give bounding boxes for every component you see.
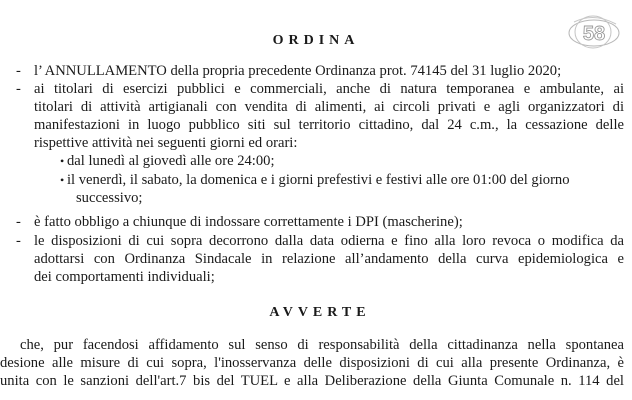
ordina-heading: ORDINA <box>272 33 360 48</box>
dash-marker: - <box>16 214 21 230</box>
logo-text: 58 <box>582 23 606 45</box>
dash-marker: - <box>16 81 21 97</box>
dash-marker: - <box>16 233 21 249</box>
bullet-marker: • <box>60 173 65 187</box>
avverte-heading: AVVERTE <box>269 305 371 320</box>
ordina-item-titolari-line: manifestazioni in luogo pubblico siti sul territorio cittadino, dal 24 c.m., la cessazione delle <box>34 117 624 133</box>
bullet-item-weekend: il venerdì, il sabato, la domenica e i giorni prefestivi e festivi alle ore 01:00 del giorno <box>67 172 570 188</box>
ordina-item-titolari-line: titolari di attività artigianali con vendita di alimenti, ai circoli privati e agli organizzatori di <box>34 99 624 115</box>
avverte-line: unita con le sanzioni dell'art.7 bis del TUEL e alla Deliberazione della Giunta Comunale n. 114 del <box>0 373 624 389</box>
dash-marker: - <box>16 63 21 79</box>
bullet-marker: • <box>60 154 65 168</box>
bullet-item-weekdays: dal lunedì al giovedì alle ore 24:00; <box>67 153 275 169</box>
bullet-item-weekend-cont: successivo; <box>76 190 143 206</box>
ordina-item-disposizioni-line: le disposizioni di cui sopra decorrono dalla data odierna e fino alla loro revoca o modifica da <box>34 233 624 249</box>
ordina-item-titolari-line: rispettive attività nei seguenti giorni ed orari: <box>34 135 298 151</box>
avverte-line: desione alle misure di cui sopra, l'inosservanza delle disposizioni di cui alla presente Ordinanza, è <box>0 355 624 371</box>
avverte-line: che, pur facendosi affidamento sul senso di responsabilità della cittadinanza nella spontanea <box>20 337 624 353</box>
ordina-item-titolari-line: ai titolari di esercizi pubblici e commerciali, anche di natura temporanea e ambulante, ai <box>34 81 624 97</box>
ordina-item-disposizioni-line: adottarsi con Ordinanza Sindacale in relazione all’andamento della curva epidemiologica e <box>34 251 624 267</box>
ordina-item-annullamento: l’ ANNULLAMENTO della propria precedente Ordinanza prot. 74145 del 31 luglio 2020; <box>34 63 562 79</box>
ordina-item-dpi: è fatto obbligo a chiunque di indossare correttamente i DPI (mascherine); <box>34 214 463 230</box>
ordina-item-disposizioni-line: dei comportamenti individuali; <box>34 269 215 285</box>
